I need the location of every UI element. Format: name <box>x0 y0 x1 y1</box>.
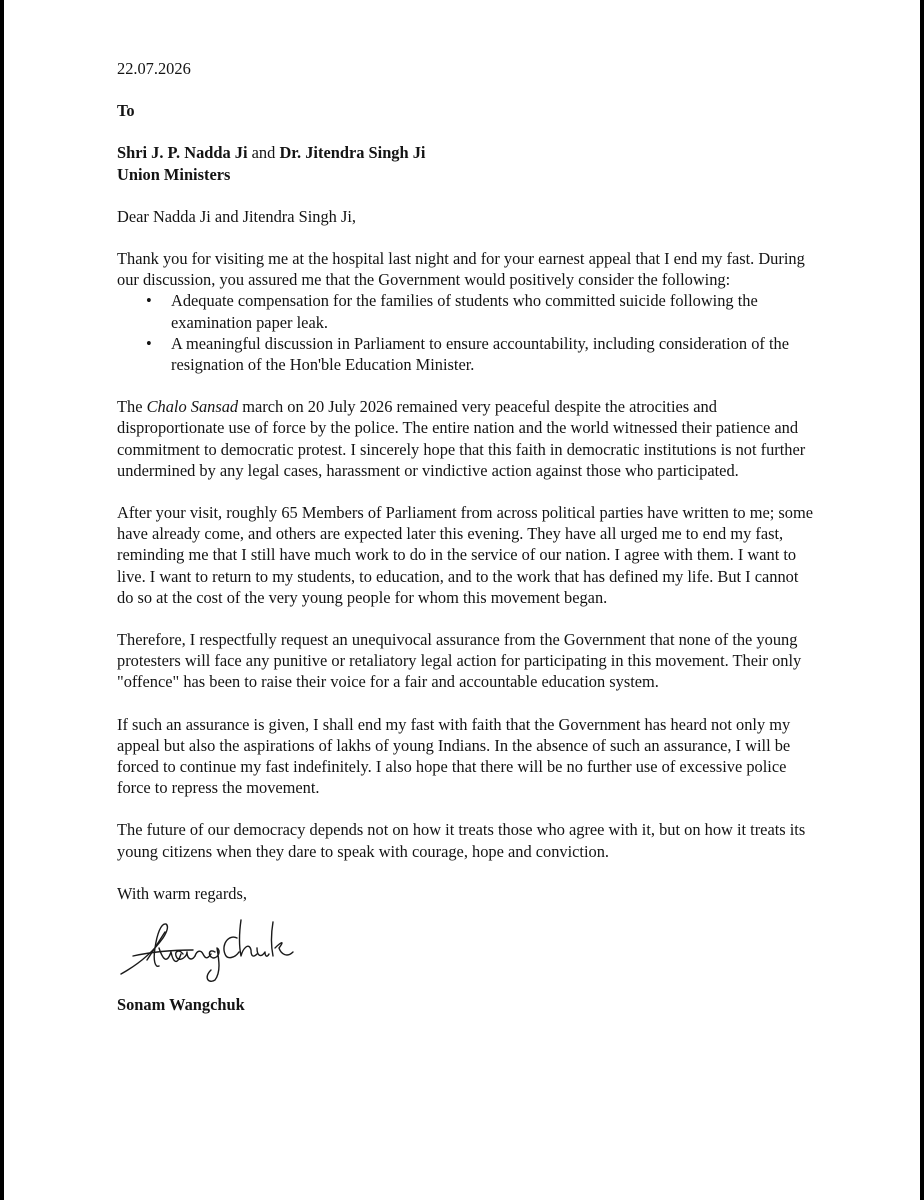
salutation: Dear Nadda Ji and Jitendra Singh Ji, <box>117 206 356 226</box>
letter-body <box>117 58 817 1015</box>
recipient-and: and <box>247 143 280 163</box>
list-item-text: A meaningful discussion in Parliament to ensure accountability, including consideration of the resignation of the Hon'ble Education Minister. <box>171 333 790 375</box>
to-line: To <box>117 101 135 121</box>
paragraph-6: The future of our democracy depends not on how it treats those who agree with it, but on how it treats its young citizens when they dare to speak with courage, hope and conviction. <box>117 820 806 861</box>
list-item-text: Adequate compensation for the families of students who committed suicide following the examination paper leak. <box>171 291 758 332</box>
chalo-sansad-italic: Chalo Sansad <box>146 397 239 417</box>
list-item <box>146 333 817 375</box>
left-edge-border <box>0 0 4 1200</box>
assurance-list <box>117 290 817 375</box>
signer-name: Sonam Wangchuk <box>117 995 245 1015</box>
paragraph-2 <box>117 396 817 481</box>
paragraph-5: If such an assurance is given, I shall end my fast with faith that the Government has heard not only my appeal but also the aspirations of lakhs of young Indians. In the absence of such an assurance, I will be forced to continue my fast indefinitely. I also hope that there will be no further use of excessive police force to repress the movement. <box>117 714 791 798</box>
paragraph-3: After your visit, roughly 65 Members of Parliament from across political parties have written to me; some have already come, and others are expected later this evening. They have all urged me to end my fast, reminding me that I still have much work to do in the service of our nation. I agree with them. I want to live. I want to return to my students, to education, and to the work that has defined my life. But I cannot do so at the cost of the very young people for whom this movement began. <box>117 503 813 607</box>
handwritten-signature <box>117 908 317 990</box>
right-edge-border <box>920 0 924 1200</box>
paragraph-4: Therefore, I respectfully request an unequivocal assurance from the Government that none of the young protesters will face any punitive or retaliatory legal action for participating in this movement. Their only "offence" has been to raise their voice for a fair and accountable education system. <box>117 630 802 692</box>
bullet-icon: • <box>146 291 152 311</box>
recipient-block <box>117 142 817 184</box>
paragraph-2-lead: The <box>117 397 147 417</box>
closing-line: With warm regards, <box>117 883 247 903</box>
signature-icon <box>111 908 311 990</box>
recipient-name-1: Shri J. P. Nadda Ji <box>117 143 248 163</box>
bullet-icon: • <box>146 333 152 353</box>
paragraph-2-rest: march on 20 July 2026 remained very peaceful despite the atrocities and disproportionate use of force by the police. The entire nation and the world witnessed their patience and commitment to democratic protest. I sincerely hope that this faith in democratic institutions is not further undermined by any legal cases, harassment or vindictive action against those who participated. <box>117 397 806 480</box>
list-item <box>146 290 817 332</box>
paragraph-1: Thank you for visiting me at the hospital last night and for your earnest appeal that I end my fast. During our discussion, you assured me that the Government would positively consider the following: <box>117 249 805 290</box>
recipient-title: Union Ministers <box>117 164 231 184</box>
letter-date: 22.07.2026 <box>117 59 191 78</box>
recipient-name-2: Dr. Jitendra Singh Ji <box>279 143 426 163</box>
